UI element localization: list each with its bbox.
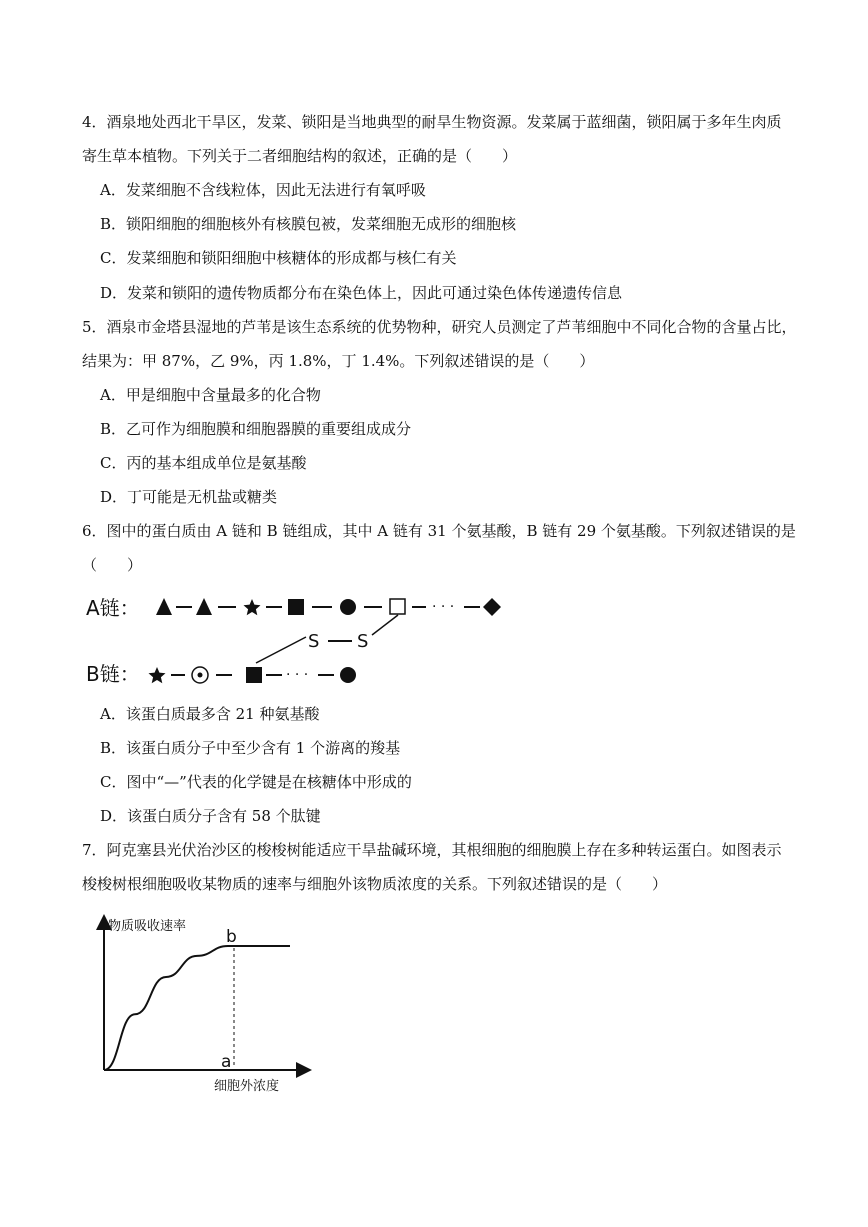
q4-option-b: B．锁阳细胞的细胞核外有核膜包被，发菜细胞无成形的细胞核 xyxy=(100,215,517,233)
diamond-icon xyxy=(483,598,501,616)
chain-b-dots: · · · xyxy=(286,667,309,683)
sulfur-atom-right: S xyxy=(357,631,369,652)
q6-option-b: B．该蛋白质分子中至少含有 1 个游离的羧基 xyxy=(100,739,401,757)
sulfur-atom-left: S xyxy=(308,631,320,652)
q6-option-d: D．该蛋白质分子含有 58 个肽键 xyxy=(100,807,321,825)
triangle-icon xyxy=(196,598,212,615)
q5-stem-line1: 5．酒泉市金塔县湿地的芦苇是该生态系统的优势物种，研究人员测定了芦苇细胞中不同化合物的含量占比， xyxy=(82,318,797,336)
square-icon xyxy=(288,599,304,615)
q4-option-a: A．发菜细胞不含线粒体，因此无法进行有氧呼吸 xyxy=(100,181,426,199)
q6-stem-line2: （ ） xyxy=(82,556,143,574)
q6-stem-line1: 6．图中的蛋白质由 A 链和 B 链组成，其中 A 链有 31 个氨基酸，B 链有 29 个氨基酸。下列叙述错误的是 xyxy=(82,522,796,540)
q4-option-d: D．发菜和锁阳的遗传物质都分布在染色体上，因此可通过染色体传递遗传信息 xyxy=(100,284,623,302)
q5-option-a: A．甲是细胞中含量最多的化合物 xyxy=(100,386,321,404)
point-b-label: b xyxy=(226,927,237,947)
q6-option-c: C．图中“—”代表的化学键是在核糖体中形成的 xyxy=(100,773,412,791)
disulfide-connector xyxy=(372,615,398,635)
q7-stem-line2: 梭梭树根细胞吸收某物质的速率与细胞外该物质浓度的关系。下列叙述错误的是（ ） xyxy=(82,875,668,893)
absorption-rate-chart xyxy=(96,912,316,1097)
circle-icon xyxy=(340,599,356,615)
q5-option-d: D．丁可能是无机盐或糖类 xyxy=(100,488,278,506)
open-square-icon xyxy=(390,599,405,614)
star-icon xyxy=(149,667,166,683)
rate-curve-line xyxy=(104,946,290,1070)
q5-option-b: B．乙可作为细胞膜和细胞器膜的重要组成成分 xyxy=(100,420,412,438)
x-axis-label: 细胞外浓度 xyxy=(214,1079,280,1094)
y-axis-label: 物质吸收速率 xyxy=(108,919,187,934)
q5-stem-line2: 结果为：甲 87%，乙 9%，丙 1.8%，丁 1.4%。下列叙述错误的是（ ） xyxy=(82,352,595,370)
chain-b-label: B链： xyxy=(86,662,140,686)
circle-icon xyxy=(340,667,356,683)
chain-a-label: A链： xyxy=(86,596,140,620)
point-a-label: a xyxy=(221,1052,232,1072)
dotted-circle-center xyxy=(198,673,203,678)
q4-stem-line2: 寄生草本植物。下列关于二者细胞结构的叙述，正确的是（ ） xyxy=(82,147,518,165)
protein-chain-figure xyxy=(80,585,520,695)
q5-option-c: C．丙的基本组成单位是氨基酸 xyxy=(100,454,307,472)
disulfide-connector xyxy=(256,637,306,663)
q4-stem-line1: 4．酒泉地处西北干旱区，发菜、锁阳是当地典型的耐旱生物资源。发菜属于蓝细菌，锁阳属于多年生肉质 xyxy=(82,113,782,131)
star-icon xyxy=(244,599,261,615)
square-icon xyxy=(246,667,262,683)
triangle-icon xyxy=(156,598,172,615)
q4-option-c: C．发菜细胞和锁阳细胞中核糖体的形成都与核仁有关 xyxy=(100,249,457,267)
q6-option-a: A．该蛋白质最多含 21 种氨基酸 xyxy=(100,705,320,723)
q7-stem-line1: 7．阿克塞县光伏治沙区的梭梭树能适应干旱盐碱环境，其根细胞的细胞膜上存在多种转运蛋白。如图表示 xyxy=(82,841,782,859)
chain-a-dots: · · · xyxy=(432,599,455,615)
